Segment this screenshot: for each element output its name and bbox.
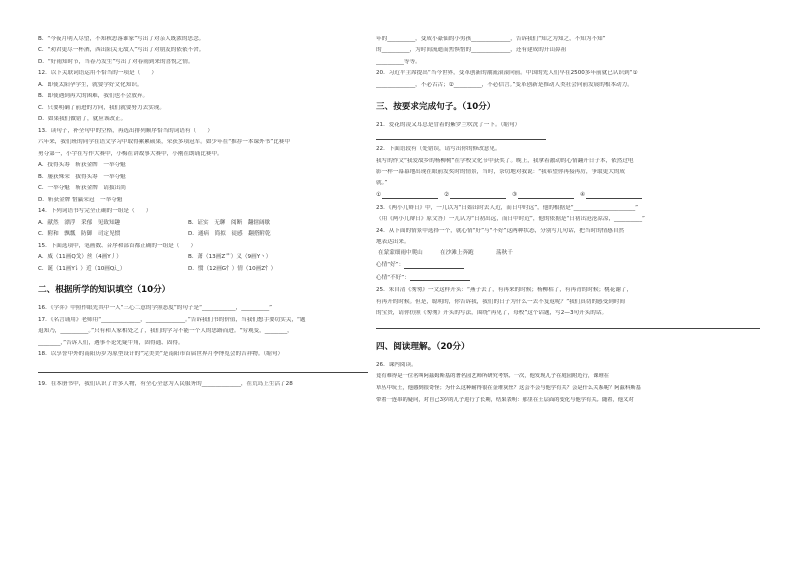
- q22-line: 我写的作文“我爱故乡的杨柳树”在学校文化节中获奖了。晚上，我拿着激动的心情翻开日子本，依然过电: [376, 157, 634, 164]
- scenario-option: 在沙滩上奔跑: [440, 250, 474, 257]
- q22-lines: [376, 146, 760, 187]
- left-column: [38, 36, 368, 392]
- left-question-lines: [38, 36, 368, 215]
- passage-line: 带着一连串的疑问，对自己3岁的儿子进行了长期，结果表明：那里在土层面的变化与他学有关。随着，他又对: [376, 397, 634, 404]
- q23-line: 24．从下面的情景中选择一个，就心情“好”与“不好”这两种状态，分别写几句话，把当时的情感自然: [376, 227, 625, 234]
- option-text: D．通病 简拟 徒感 翻搭附乾: [188, 231, 271, 238]
- right-line: ______________，不必古古；②__________，不必信言。”变革创新是推动人类社会向前发展的根本动力。: [376, 81, 633, 88]
- answer-blank: [450, 193, 506, 199]
- section2-line: 17．《名言诵用》老师用“______________，______________。”告诉我们书的价值，当我们想手要切实关，“题: [38, 316, 306, 323]
- q22-blank-item: [376, 192, 438, 199]
- option-text: C．诞（11画Y讠）近（10画Q辶）: [38, 265, 126, 272]
- q15-option-row: [38, 266, 368, 273]
- section3-title: 三、按要求完成句子。（10分）: [376, 101, 496, 112]
- q22-line: 22．下面语段有（处错误，请写出你的修改意见。: [376, 146, 501, 153]
- passage-line: 草丛中玩土，他感到很奇怪；为什么这种耐得很在金堆灰丝？这会不会与他学有关？会是什么关系呢？阿茲科斯基: [376, 385, 641, 392]
- question-line: 14．下列词语书写完全正确的一组是（ ）: [38, 208, 152, 215]
- answer-blank: [586, 193, 642, 199]
- mood-good-blank: [404, 263, 464, 269]
- q18-answer-line: [38, 366, 368, 373]
- scenario-option: 荡秋千: [496, 250, 513, 257]
- q14-option-row: [38, 220, 368, 227]
- mood-bad-row: [376, 275, 760, 282]
- question-line: C．“劝君更尽一杯酒，西出阳关无故人”写出了对朋友的依依不舍。: [38, 47, 205, 54]
- q19-text: 19．在本册书中，我们认识了许多人物，有全心全意为人民服务的______________，在荒岛上生活了28: [38, 380, 293, 387]
- q22-line: 影一样一幕幕地出现在眼前发奖时的情景，当时，奈切地对我说：“我希望你再接再厉，争取更大的成: [376, 168, 626, 175]
- right-column: [376, 36, 760, 409]
- question-line: D．“好雨知时节，当春乃发生”写出了对春雨到来的喜悦之情。: [38, 58, 194, 65]
- q25-line: 有再开的时候。但是，聪明的，你告诉我，我们的日子为什么一去不复返呢？”我们真切的感受到时间: [376, 298, 626, 305]
- question-line: D．斩获金牌 惜赢荣冠 一举夺魁: [38, 196, 123, 203]
- passage-line: 竟有难得是一位名叫阿茲姆斯基的著名园艺师所研究考察。一次，他发现儿子在庭园附近行，课堆在: [376, 373, 610, 380]
- option-text: A．威（11画Q戈）丝（4画Y丿）: [38, 254, 122, 261]
- question-line: A．即使太阳孕学生，就要学好文化知识。: [38, 81, 143, 88]
- question-line: C．只要明确了前进的方向，我们就要努力去实现。: [38, 104, 165, 111]
- q22-line: 就。”: [376, 180, 388, 187]
- question-line: 勇夺第一，小宇在写作大赛中，小梅在讲故事大赛中，小刚在朗诵比赛中。: [38, 150, 223, 157]
- blank-number: ④: [580, 191, 586, 198]
- question-line: B．“今夜月明人尽望，不知秋思落谁家”写出了对亲人既浓的思念。: [38, 36, 205, 42]
- option-text: B．证实 无聊 阅断 翻辖阔歇: [188, 219, 271, 226]
- question-line: A．技得头筹 斩获金牌 一举夺魁: [38, 162, 126, 169]
- question-line: 12．以下关联词语运用不恰当的一项是（ ）: [38, 70, 157, 77]
- reading-passage: [376, 373, 760, 404]
- mood-good-label: 心情“好”：: [376, 261, 405, 268]
- mood-good-row: [376, 262, 760, 269]
- right-line: 的__________，为时间流逝而焦惧惜的______________，还有建成的开山鼻祖: [376, 47, 567, 54]
- right-top-lines: [376, 36, 760, 89]
- section2-line: 16．《学弈》中照作眼先其中一人“三心二意的学照态度”的句子是“____________，__________”: [38, 305, 273, 312]
- option-text: D．惯（12画G忄）情（10画Z忄）: [188, 265, 277, 272]
- q24-scenario-options: [376, 250, 760, 257]
- question-line: 13．读句子，补全句中的空格，再选出排列顺序恰当的词语有（ ）: [38, 127, 213, 134]
- scenario-option: 在蒙蒙细雨中爬山: [378, 250, 423, 257]
- q25-lines: [376, 287, 760, 317]
- question-line: C．一举夺魁 斩获金牌 请拔出尚: [38, 185, 126, 192]
- right-line: __________等等。: [376, 58, 421, 65]
- section2-line: ________，”告诉人们，遇事不论先疑牛角，固得通、固得。: [38, 339, 184, 346]
- section2-lines: [38, 305, 368, 358]
- right-line: 20．习近平主席提出“当今世界，变革创新的潮流滚滚向前。中国的先人们早在2500多年前就已认识到“①: [376, 70, 638, 77]
- question-line: B．屡获殊荣 拔得头筹 一举夺魁: [38, 173, 126, 180]
- section2-line: 18．以享誉中外的南阳历岁为原型设计的“完美美”是南阳市首届世界月季博览会的吉祥物。（缩句）: [38, 351, 284, 358]
- section4-title: 四、阅读理解。（20分）: [376, 341, 470, 352]
- answer-blank: [518, 193, 574, 199]
- mood-bad-label: 心情“不好”：: [376, 274, 410, 281]
- answer-blank: [382, 193, 438, 199]
- q23-line: 23．《两小儿辩日》中，一儿以为“日始出时去人近，而日中时远”，他的根据是“______________________”: [376, 204, 639, 211]
- blank-number: ②: [444, 191, 450, 198]
- q14-option-row: [38, 231, 368, 238]
- q15-stem: 15．下面选项中，笔画数、音序和部首都正确的一组是（ ）: [38, 242, 197, 249]
- section2-line: 退知乃，__________。”只有和人家相处之了，我们的学习不能一个人的思路而进。“穷观变，________，: [38, 328, 293, 335]
- q25-line: 25．朱自清《匆匆》一文这样开头：“燕子去了，有再来的时候；杨柳枯了，有再青的时候；桃花谢了，: [376, 287, 633, 294]
- q25-answer-line: [376, 322, 760, 329]
- q15-option-row: [38, 254, 368, 261]
- option-text: A．献然 漂浮 采郁 见致知趣: [38, 219, 121, 226]
- blank-number: ③: [512, 191, 518, 198]
- q23-line: 地表达出来。: [376, 239, 410, 245]
- blank-number: ①: [376, 191, 382, 198]
- option-text: C．附和 飘瓢 防御 司定见惯: [38, 231, 121, 238]
- mood-bad-blank: [410, 275, 470, 281]
- question-line: 六年来，我们班的同学在语文学习中取得累累硕果，荣获多项冠军。如少年在“推荐一本课外书”比赛中: [38, 139, 290, 146]
- q23-lines: [376, 205, 760, 246]
- q22-blank-item: [444, 192, 506, 199]
- q14-options: [38, 220, 368, 238]
- question-line: B．即使遇到再大的困难，我们也不会放弃。: [38, 93, 149, 100]
- right-line: 年的__________，变成小豪仙的小男孩______________，告诉我们“知之为知之，不知为不知”: [376, 36, 606, 42]
- q23-line: （用《两小儿辩日》原文答）一儿认为“日初出远，而日中时近”，他的依据是“日初出沧沧凉凉，__________”: [376, 216, 645, 223]
- question-line: D．如果我们做错了，就应该改正。: [38, 116, 127, 123]
- section2-title: 二、根据所学的知识填空（10分）: [38, 285, 171, 296]
- q21-text: 21．爱花的凌又耳总是冒着的紫罗兰吹洗了一下。（缩句）: [376, 121, 521, 128]
- q15-options: [38, 254, 368, 272]
- q21-answer-line: [376, 133, 546, 140]
- q22-answer-blanks: [376, 192, 760, 199]
- q22-blank-item: [580, 192, 642, 199]
- q22-blank-item: [512, 192, 574, 199]
- q26-text: 26．课内阅读。: [376, 361, 417, 368]
- q25-line: 的宝贵，请你仿照《匆匆》开头的写法，围绕“再见了，母校”这个话题，写2—3句开头的话。: [376, 310, 608, 317]
- option-text: B．萧（13画Z艹）义（9画Y丶）: [188, 254, 272, 261]
